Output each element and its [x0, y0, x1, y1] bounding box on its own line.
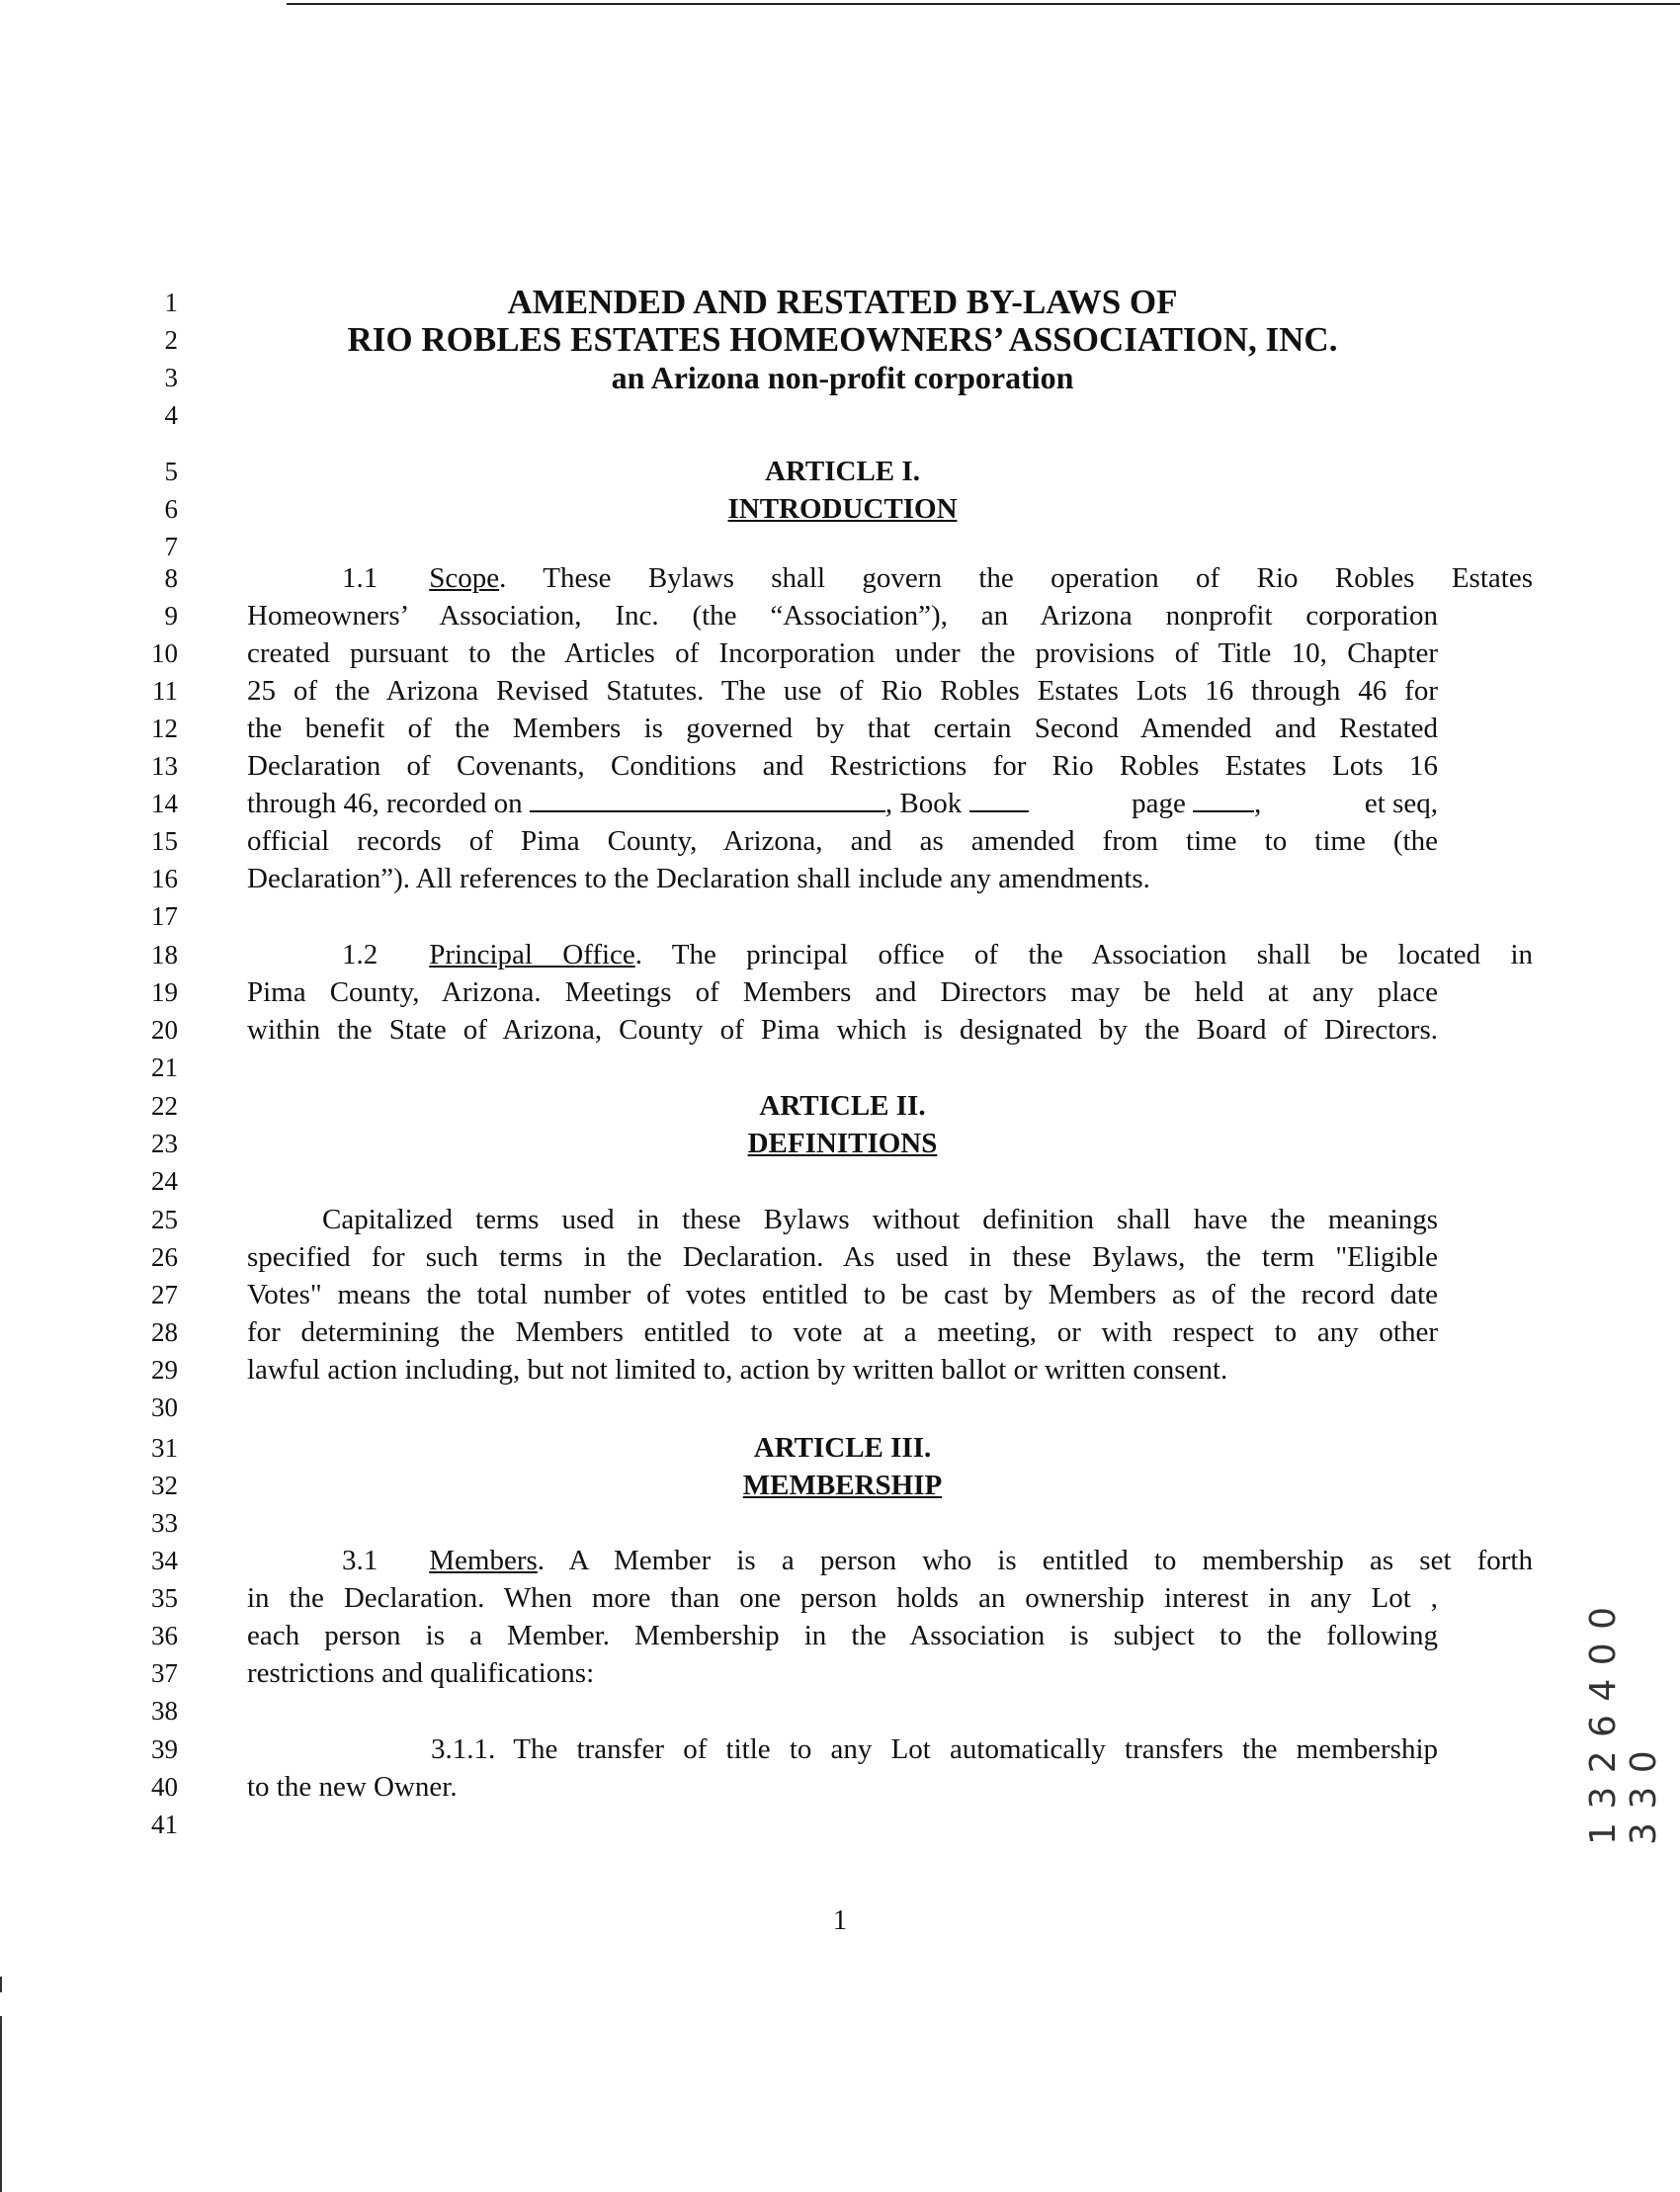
- definitions-line: specified for such terms in the Declaration. As used in these Bylaws, the term "Eligible: [247, 1241, 1438, 1273]
- section-text: et seq,: [1364, 788, 1438, 819]
- section-1-2-line: [247, 936, 1533, 973]
- section-title: Scope: [429, 562, 500, 594]
- line-number: 25: [151, 1205, 178, 1234]
- line-number: 5: [164, 457, 178, 486]
- recorded-date-blank: [530, 787, 885, 812]
- section-title: Members: [429, 1545, 538, 1576]
- line-number: 32: [151, 1471, 178, 1500]
- line-number: 4: [164, 400, 178, 430]
- definitions-line: Votes" means the total number of votes entitled to be cast by Members as of the record date: [247, 1279, 1438, 1310]
- title-line-3: an Arizona non-profit corporation: [611, 360, 1074, 395]
- section-text: . A Member is a person who is entitled to membership as set forth: [537, 1545, 1533, 1576]
- section-title: Principal Office: [429, 939, 635, 970]
- line-number: 2: [164, 325, 178, 355]
- article-3-subheading: [247, 1467, 1438, 1504]
- section-text: page: [1132, 788, 1186, 819]
- line-number: 24: [151, 1166, 178, 1196]
- article-2-subheading: [247, 1125, 1438, 1162]
- section-text: , Book: [884, 788, 963, 819]
- section-1-1-line: official records of Pima County, Arizona, and as amended from time to time (the: [247, 825, 1438, 857]
- section-1-1-line: the benefit of the Members is governed by that certain Second Amended and Restated: [247, 713, 1438, 744]
- definitions-line: Capitalized terms used in these Bylaws without definition shall have the meanings: [322, 1204, 1438, 1235]
- section-text: . These Bylaws shall govern the operation of Rio Robles Estates: [499, 562, 1533, 594]
- title-line-2: RIO ROBLES ESTATES HOMEOWNERS’ ASSOCIATION, INC.: [347, 320, 1338, 359]
- section-text: through 46, recorded on: [247, 788, 523, 819]
- line-number: 19: [151, 977, 178, 1007]
- line-number: 35: [151, 1583, 178, 1613]
- section-1-2-line: within the State of Arizona, County of Pima which is designated by the Board of Directors.: [247, 1014, 1438, 1046]
- line-number: 33: [151, 1508, 178, 1538]
- line-number: 8: [164, 563, 178, 593]
- line-number: 34: [151, 1546, 178, 1575]
- section-1-1-line: created pursuant to the Articles of Incorporation under the provisions of Title 10, Chapter: [247, 637, 1438, 669]
- scan-edge-mark: [0, 1977, 2, 1992]
- section-3-1-line: restrictions and qualifications:: [247, 1657, 595, 1689]
- section-number: 1.1: [342, 562, 378, 594]
- section-text: ,: [1254, 788, 1262, 819]
- book-blank: [969, 787, 1029, 812]
- section-1-1-line: Homeowners’ Association, Inc. (the “Association”), an Arizona nonprofit corporation: [247, 600, 1438, 632]
- line-number: 9: [164, 601, 178, 631]
- section-3-1-line: in the Declaration. When more than one person holds an ownership interest in any Lot ,: [247, 1582, 1438, 1614]
- article-1-heading: ARTICLE I.: [765, 456, 920, 487]
- section-number: 1.2: [342, 939, 378, 970]
- line-number: 18: [151, 940, 178, 970]
- article-1-subheading: [247, 490, 1438, 528]
- scan-top-border: [287, 3, 1680, 5]
- section-3-1-line: each person is a Member. Membership in the Association is subject to the following: [247, 1620, 1438, 1651]
- section-text: The transfer of title to any Lot automatically transfers the membership: [513, 1733, 1438, 1765]
- line-number: 16: [151, 864, 178, 893]
- line-number: 20: [151, 1015, 178, 1045]
- page-blank: [1193, 787, 1254, 812]
- article-3-heading: ARTICLE III.: [753, 1432, 932, 1464]
- line-number: 6: [164, 494, 178, 524]
- line-number: 15: [151, 826, 178, 856]
- line-number: 26: [151, 1242, 178, 1272]
- definitions-line: for determining the Members entitled to vote at a meeting, or with respect to any other: [247, 1316, 1438, 1348]
- line-number: 38: [151, 1696, 178, 1726]
- line-number: 37: [151, 1658, 178, 1688]
- title-line-1: AMENDED AND RESTATED BY-LAWS OF: [507, 283, 1178, 321]
- definitions-line: lawful action including, but not limited to, action by written ballot or written consent.: [247, 1354, 1228, 1386]
- article-2-heading: ARTICLE II.: [759, 1090, 926, 1122]
- line-number: 28: [151, 1317, 178, 1347]
- line-number: 7: [164, 532, 178, 561]
- article-1-subheading-text: INTRODUCTION: [727, 493, 958, 525]
- section-1-1-line: Declaration”). All references to the Declaration shall include any amendments.: [247, 863, 1150, 894]
- line-number: 41: [151, 1810, 178, 1839]
- scan-edge-mark: [0, 2016, 2, 2192]
- section-3-1-1-line: [247, 1730, 1438, 1768]
- line-number: 3: [164, 363, 178, 392]
- section-1-1-line-blanks: [247, 785, 1438, 822]
- line-number: 23: [151, 1129, 178, 1158]
- line-number: 17: [151, 901, 178, 931]
- section-text: . The principal office of the Association shall be located in: [634, 939, 1533, 970]
- line-number: 39: [151, 1734, 178, 1764]
- section-1-1-line: 25 of the Arizona Revised Statutes. The use of Rio Robles Estates Lots 16 through 46 for: [247, 675, 1438, 707]
- section-1-2-line: Pima County, Arizona. Meetings of Members and Directors may be held at any place: [247, 976, 1438, 1008]
- line-number: 36: [151, 1621, 178, 1650]
- line-number: 12: [151, 714, 178, 743]
- recording-stamp: [1583, 1588, 1664, 1845]
- line-number: 31: [151, 1433, 178, 1463]
- article-2-subheading-text: DEFINITIONS: [747, 1128, 938, 1159]
- line-number: 21: [151, 1053, 178, 1082]
- section-3-1-1-line: to the new Owner.: [247, 1771, 458, 1803]
- line-number: 11: [152, 676, 178, 706]
- line-number: 1: [164, 288, 178, 317]
- section-number: 3.1.1.: [431, 1733, 496, 1765]
- line-number: 29: [151, 1355, 178, 1385]
- section-1-1-line: Declaration of Covenants, Conditions and Restrictions for Rio Robles Estates Lots 16: [247, 750, 1438, 782]
- line-number: 14: [151, 789, 178, 818]
- line-number: 22: [151, 1091, 178, 1121]
- line-number: 30: [151, 1392, 178, 1422]
- section-1-1-line: [247, 559, 1533, 597]
- line-number: 27: [151, 1280, 178, 1309]
- line-number: 10: [151, 638, 178, 668]
- article-3-subheading-text: MEMBERSHIP: [742, 1470, 943, 1501]
- line-number: 13: [151, 751, 178, 781]
- recording-stamp-text: 1 3 2 6 4 0 0 3 3 0: [1583, 1606, 1664, 1845]
- section-number: 3.1: [342, 1545, 378, 1576]
- section-3-1-line: [247, 1542, 1533, 1579]
- line-number: 40: [151, 1772, 178, 1802]
- page-number: 1: [832, 1904, 848, 1936]
